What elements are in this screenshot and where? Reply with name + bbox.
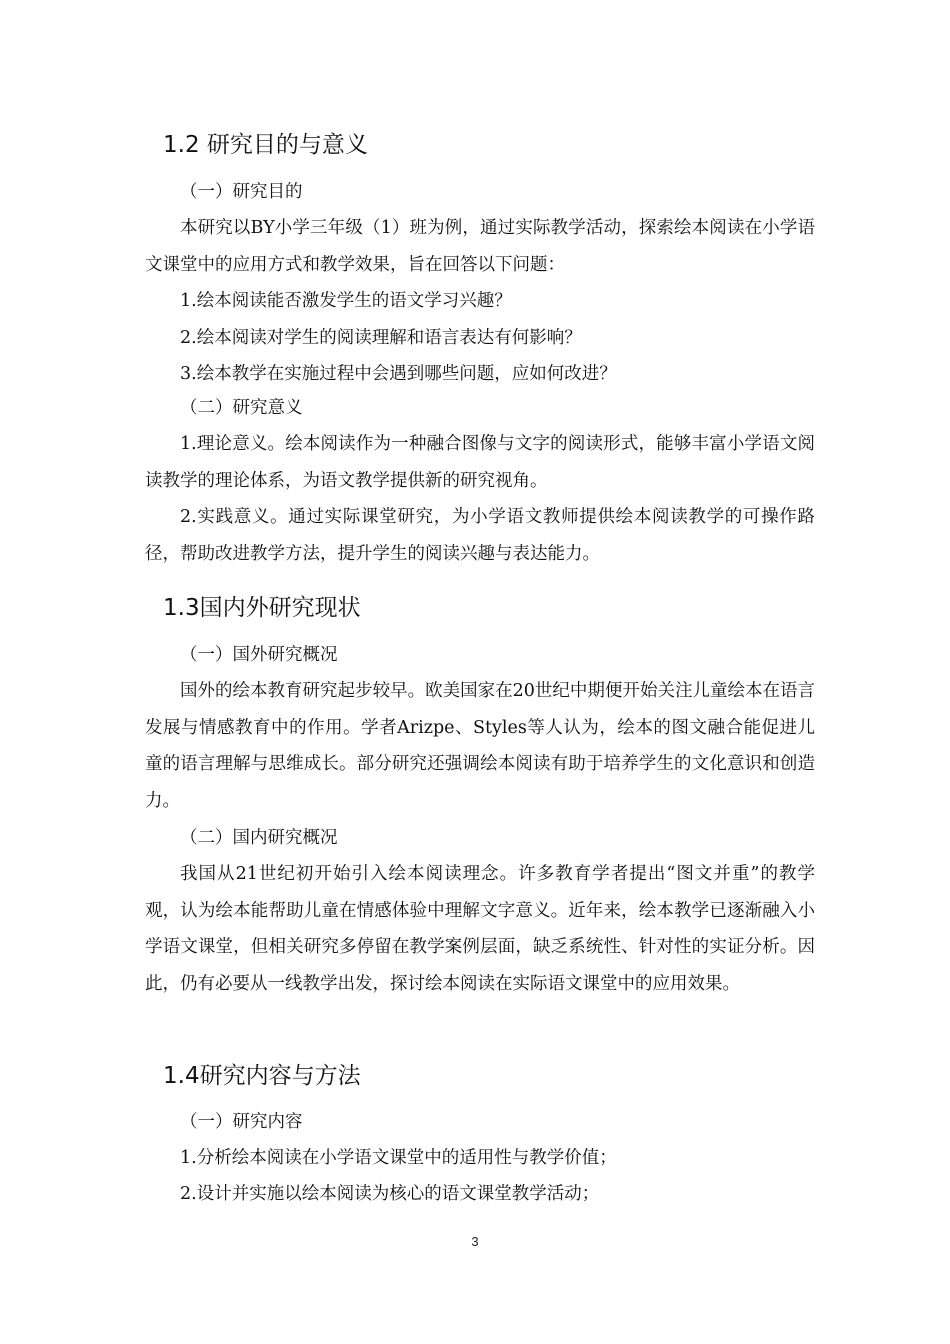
paragraph-theoretical-significance: 1.理论意义。绘本阅读作为一种融合图像与文字的阅读形式，能够丰富小学语文阅读教学的理论体系，为语文教学提供新的研究视角。 — [145, 434, 815, 491]
paragraph-domestic-research: 我国从21世纪初开始引入绘本阅读理念。许多教育学者提出“图文并重”的教学观，认为绘本能帮助儿童在情感体验中理解文字意义。近年来，绘本教学已逐渐融入小学语文课堂，但相关研究多停留在教学案例层面，缺乏系统性、针对性的实证分析。因此，仍有必要从一线教学出发，探讨绘本阅读在实际语文课堂中的应用效果。 — [145, 864, 815, 994]
list-item-question-1: 1.绘本阅读能否激发学生的语文学习兴趣？ — [180, 291, 512, 311]
list-item-content-2: 2.设计并实施以绘本阅读为核心的语文课堂教学活动； — [180, 1184, 600, 1204]
paragraph-research-purpose-intro: 本研究以BY小学三年级（1）班为例，通过实际教学活动，探索绘本阅读在小学语文课堂中的应用方式和教学效果，旨在回答以下问题： — [145, 218, 815, 275]
list-item-question-3: 3.绘本教学在实施过程中会遇到哪些问题，应如何改进？ — [180, 364, 617, 384]
section-heading-1-2: 1.2 研究目的与意义 — [163, 132, 368, 158]
section-heading-1-3: 1.3国内外研究现状 — [163, 595, 361, 621]
paragraph-practical-significance: 2.实践意义。通过实际课堂研究，为小学语文教师提供绘本阅读教学的可操作路径，帮助改进教学方法，提升学生的阅读兴趣与表达能力。 — [145, 507, 815, 564]
subsection-title-research-purpose: （一）研究目的 — [180, 182, 303, 202]
subsection-title-research-content: （一）研究内容 — [180, 1112, 303, 1132]
subsection-title-foreign-research: （一）国外研究概况 — [180, 645, 338, 665]
list-item-content-1: 1.分析绘本阅读在小学语文课堂中的适用性与教学价值； — [180, 1148, 617, 1168]
section-heading-1-4: 1.4研究内容与方法 — [163, 1063, 361, 1089]
subsection-title-domestic-research: （二）国内研究概况 — [180, 828, 338, 848]
list-item-question-2: 2.绘本阅读对学生的阅读理解和语言表达有何影响？ — [180, 328, 582, 348]
subsection-title-research-significance: （二）研究意义 — [180, 398, 303, 418]
paragraph-foreign-research: 国外的绘本教育研究起步较早。欧美国家在20世纪中期便开始关注儿童绘本在语言发展与情感教育中的作用。学者Arizpe、Styles等人认为，绘本的图文融合能促进儿童的语言理解与思维成长。部分研究还强调绘本阅读有助于培养学生的文化意识和创造力。 — [145, 681, 815, 811]
page-number: 3 — [471, 1234, 479, 1249]
